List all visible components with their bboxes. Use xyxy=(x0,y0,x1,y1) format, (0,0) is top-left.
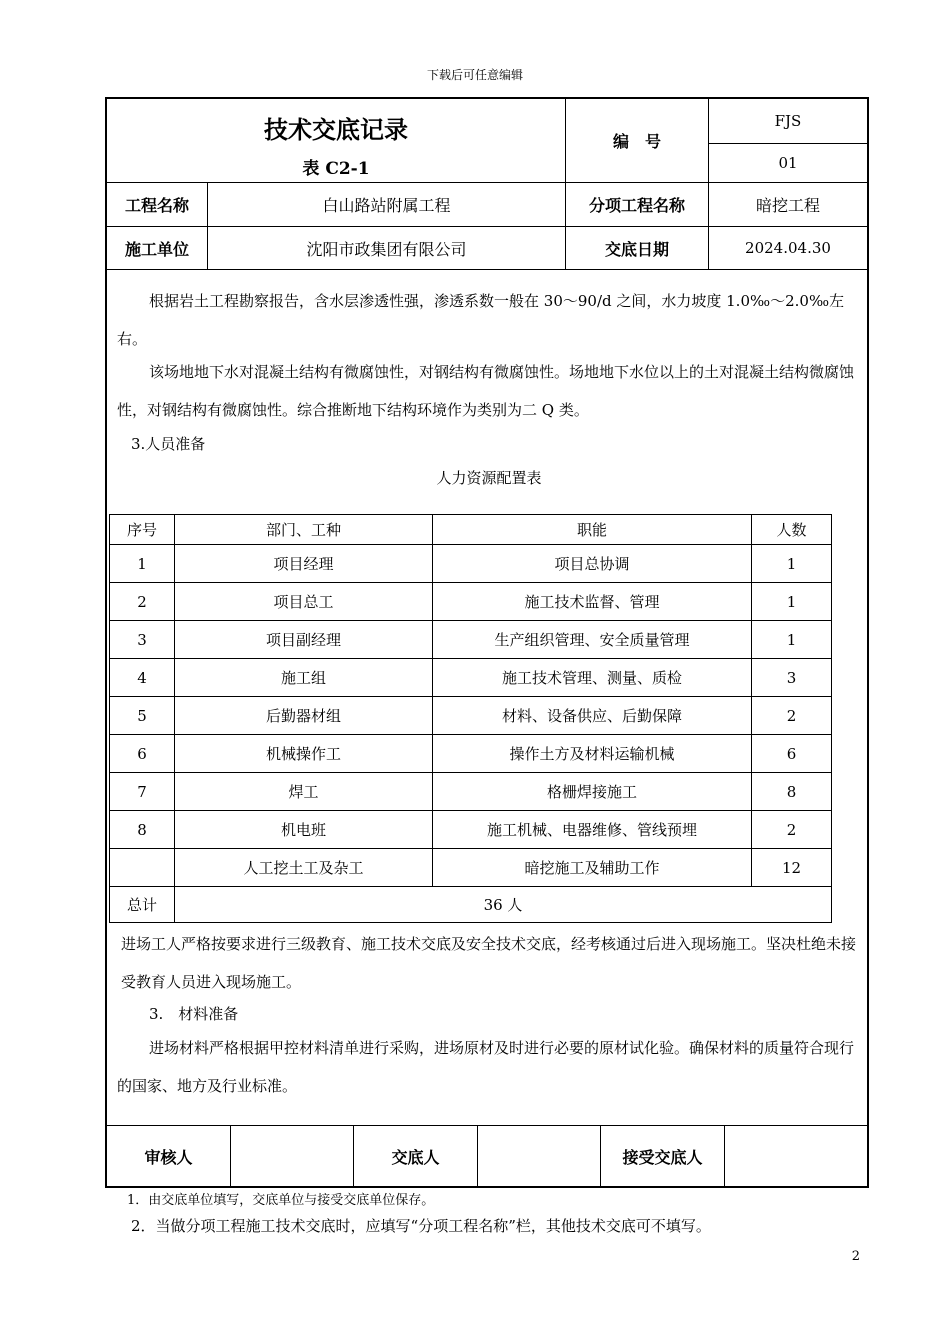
table-cell: 项目总工 xyxy=(175,583,433,621)
contractor-label: 施工单位 xyxy=(124,239,189,259)
table-cell: 8 xyxy=(752,773,832,811)
table-row xyxy=(110,621,832,659)
paragraph-hydrogeology: 根据岩土工程勘察报告，含水层渗透性强，渗透系数一般在 30～90/d 之间，水力坡度 1.0‰～2.0‰左右。 xyxy=(117,292,845,348)
number-value-2: 01 xyxy=(778,154,798,172)
discloser-signature-field[interactable] xyxy=(478,1126,600,1186)
form-subtitle-cell xyxy=(107,151,565,181)
table-row xyxy=(110,811,832,849)
table-cell: 项目总协调 xyxy=(433,545,752,583)
table-cell: 操作土方及材料运输机械 xyxy=(433,735,752,773)
table-cell: 生产组织管理、安全质量管理 xyxy=(433,621,752,659)
reviewer-label: 审核人 xyxy=(144,1147,193,1167)
table-cell: 材料、设备供应、后勤保障 xyxy=(433,697,752,735)
table-cell: 机械操作工 xyxy=(175,735,433,773)
table-cell xyxy=(110,849,175,887)
table-cell: 人工挖土工及杂工 xyxy=(175,849,433,887)
table-cell: 格栅焊接施工 xyxy=(433,773,752,811)
table-cell: 施工组 xyxy=(175,659,433,697)
date-value: 2024.04.30 xyxy=(745,239,831,257)
divider xyxy=(107,269,867,270)
staff-table-title: 人力资源配置表 xyxy=(436,469,542,487)
date-label: 交底日期 xyxy=(604,239,669,259)
table-row xyxy=(110,773,832,811)
table-cell: 1 xyxy=(752,583,832,621)
paragraph-corrosion: 该场地地下水对混凝土结构有微腐蚀性，对钢结构有微腐蚀性。场地地下水位以上的土对混凝土结构微腐蚀性，对钢结构有微腐蚀性。综合推断地下结构环境作为类别为二 Q 类。 xyxy=(117,363,855,419)
number-label: 编 号 xyxy=(612,132,661,151)
table-row xyxy=(110,735,832,773)
table-cell: 施工机械、电器维修、管线预埋 xyxy=(433,811,752,849)
table-cell: 施工技术管理、测量、质检 xyxy=(433,659,752,697)
total-label: 总计 xyxy=(110,887,175,923)
staff-table xyxy=(109,514,832,923)
subproject-label: 分项工程名称 xyxy=(588,196,685,215)
table-cell: 1 xyxy=(752,621,832,659)
table-cell: 机电班 xyxy=(175,811,433,849)
header-cell: 部门、工种 xyxy=(175,515,433,545)
table-cell: 2 xyxy=(110,583,175,621)
section-materials-heading: 3. 材料准备 xyxy=(149,1005,239,1023)
page-number: 2 xyxy=(851,1249,860,1264)
table-cell: 1 xyxy=(110,545,175,583)
table-cell: 1 xyxy=(752,545,832,583)
paragraph-materials: 进场材料严格根据甲控材料清单进行采购，进场原材及时进行必要的原材试化验。确保材料的质量符合现行的国家、地方及行业标准。 xyxy=(117,1039,855,1095)
table-cell: 3 xyxy=(110,621,175,659)
table-row xyxy=(110,545,832,583)
table-cell: 7 xyxy=(110,773,175,811)
disclosure-form xyxy=(105,97,869,1188)
table-cell: 6 xyxy=(752,735,832,773)
table-cell: 项目经理 xyxy=(175,545,433,583)
receiver-signature-field[interactable] xyxy=(725,1126,867,1186)
total-value: 36 人 xyxy=(175,887,832,923)
form-title: 技术交底记录 xyxy=(264,114,408,144)
download-note: 下载后可任意编辑 xyxy=(426,68,523,82)
paragraph-training: 进场工人严格按要求进行三级教育、施工技术交底及安全技术交底，经考核通过后进入现场施工。坚决杜绝未接受教育人员进入现场施工。 xyxy=(121,935,857,991)
table-cell: 2 xyxy=(752,697,832,735)
table-cell: 项目副经理 xyxy=(175,621,433,659)
section-staff-heading: 3.人员准备 xyxy=(131,435,206,453)
footnote-1: 1．由交底单位填写，交底单位与接受交底单位保存。 xyxy=(127,1193,435,1208)
table-cell: 暗挖施工及辅助工作 xyxy=(433,849,752,887)
table-cell: 焊工 xyxy=(175,773,433,811)
table-cell: 2 xyxy=(752,811,832,849)
discloser-label: 交底人 xyxy=(391,1147,440,1167)
table-cell: 8 xyxy=(110,811,175,849)
footnote-2: 2．当做分项工程施工技术交底时，应填写“分项工程名称”栏，其他技术交底可不填写。 xyxy=(131,1217,711,1235)
form-subtitle: 表 C2-1 xyxy=(302,158,370,179)
table-cell: 后勤器材组 xyxy=(175,697,433,735)
table-row xyxy=(110,849,832,887)
table-cell: 施工技术监督、管理 xyxy=(433,583,752,621)
reviewer-signature-field[interactable] xyxy=(231,1126,353,1186)
header-cell: 职能 xyxy=(433,515,752,545)
table-row xyxy=(110,583,832,621)
table-cell: 6 xyxy=(110,735,175,773)
table-cell: 4 xyxy=(110,659,175,697)
table-cell: 5 xyxy=(110,697,175,735)
table-total-row xyxy=(110,887,832,923)
header-cell: 序号 xyxy=(110,515,175,545)
number-value-1: FJS xyxy=(774,112,802,130)
table-row xyxy=(110,697,832,735)
table-header-row xyxy=(110,515,832,545)
project-name-value: 白山路站附属工程 xyxy=(322,196,451,215)
table-cell: 12 xyxy=(752,849,832,887)
contractor-value: 沈阳市政集团有限公司 xyxy=(306,239,467,259)
project-name-label: 工程名称 xyxy=(124,196,189,215)
form-title-cell xyxy=(107,107,565,147)
receiver-label: 接受交底人 xyxy=(622,1147,703,1167)
header-cell: 人数 xyxy=(752,515,832,545)
table-row xyxy=(110,659,832,697)
subproject-value: 暗挖工程 xyxy=(755,196,820,215)
table-cell: 3 xyxy=(752,659,832,697)
footnotes xyxy=(105,1192,865,1238)
